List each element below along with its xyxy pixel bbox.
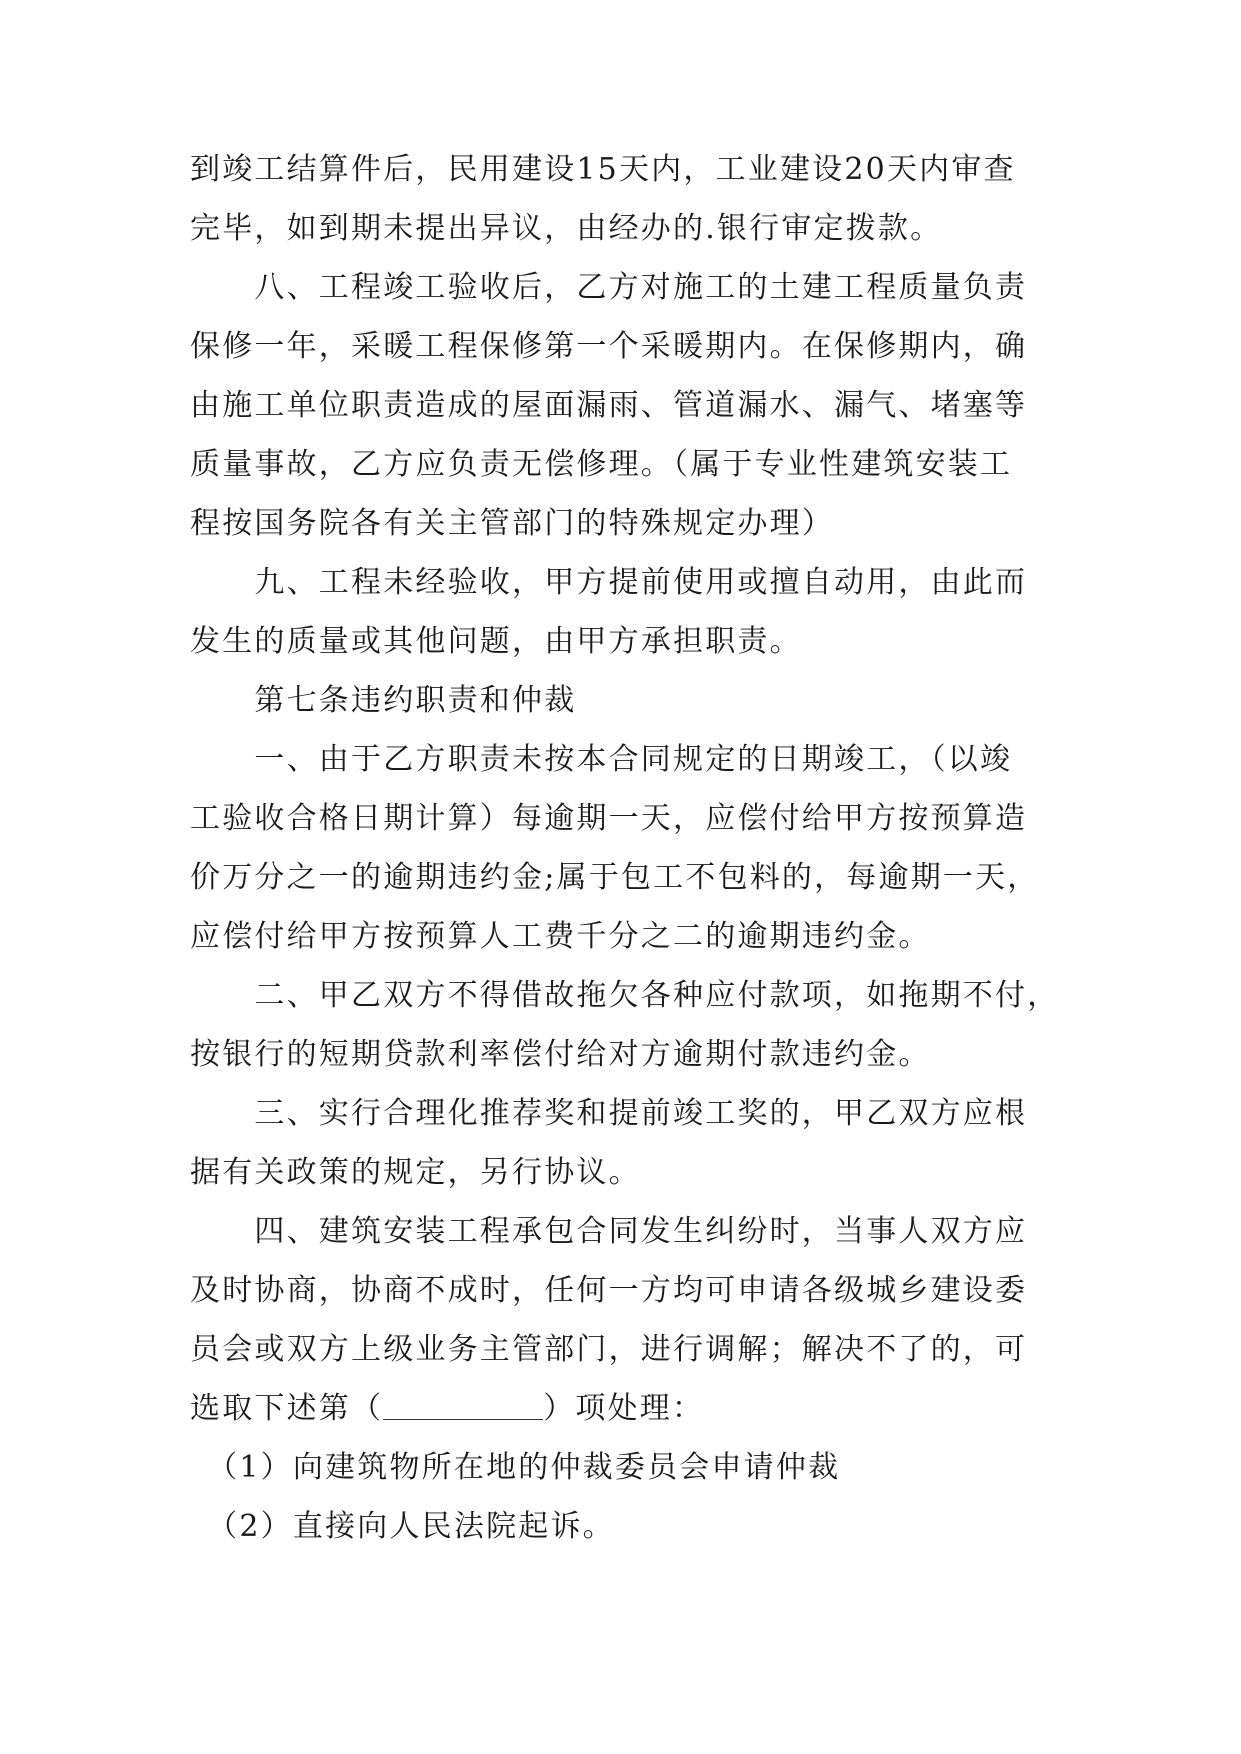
text-line: 按银行的短期贷款利率偿付给对方逾期付款违约金。 bbox=[190, 1037, 931, 1072]
text-line: 九、工程未经验收，甲方提前使用或擅自动用，由此而 bbox=[190, 565, 1028, 600]
choice-suffix: ）项处理： bbox=[543, 1391, 705, 1426]
text-line: 工验收合格日期计算）每逾期一天，应偿付给甲方按预算造 bbox=[190, 801, 1028, 836]
text-line: 保修一年，采暖工程保修第一个采暖期内。在保修期内，确 bbox=[190, 329, 1028, 364]
text-line: 完毕，如到期未提出异议，由经办的.银行审定拨款。 bbox=[190, 211, 943, 246]
section-heading: 第七条违约职责和仲裁 bbox=[190, 683, 577, 718]
text-line: 应偿付给甲方按预算人工费千分之二的逾期违约金。 bbox=[190, 919, 931, 954]
text-line: 三、实行合理化推荐奖和提前竣工奖的，甲乙双方应根 bbox=[190, 1096, 1028, 1131]
text-line: 员会或双方上级业务主管部门，进行调解；解决不了的，可 bbox=[190, 1332, 1028, 1367]
text-line: 到竣工结算件后，民用建设15天内，工业建设20天内审查 bbox=[190, 152, 1016, 187]
text-line: 及时协商，协商不成时，任何一方均可申请各级城乡建设委 bbox=[190, 1273, 1028, 1308]
text-line: 质量事故，乙方应负责无偿修理。（属于专业性建筑安装工 bbox=[190, 447, 1013, 482]
text-line: 程按国务院各有关主管部门的特殊规定办理） bbox=[190, 506, 834, 541]
text-line: 价万分之一的逾期违约金;属于包工不包料的，每逾期一天， bbox=[190, 860, 1040, 895]
text-line: 四、建筑安装工程承包合同发生纠纷时，当事人双方应 bbox=[190, 1214, 1028, 1249]
option-1: （1）向建筑物所在地的仲裁委员会申请仲裁 bbox=[190, 1450, 841, 1485]
text-line: 一、由于乙方职责未按本合同规定的日期竣工，（以竣 bbox=[190, 742, 1013, 777]
choice-line bbox=[190, 1389, 704, 1429]
choice-prefix: 选取下述第（ bbox=[190, 1391, 384, 1426]
fill-in-blank[interactable] bbox=[383, 1391, 543, 1420]
text-line: 由施工单位职责造成的屋面漏雨、管道漏水、漏气、堵塞等 bbox=[190, 388, 1028, 423]
text-line: 发生的质量或其他问题，由甲方承担职责。 bbox=[190, 624, 802, 659]
text-line: 据有关政策的规定，另行协议。 bbox=[190, 1155, 641, 1190]
option-2: （2）直接向人民法院起诉。 bbox=[190, 1509, 615, 1544]
text-line: 八、工程竣工验收后，乙方对施工的土建工程质量负责 bbox=[190, 270, 1028, 305]
text-line: 二、甲乙双方不得借故拖欠各种应付款项，如拖期不付， bbox=[190, 978, 1060, 1013]
